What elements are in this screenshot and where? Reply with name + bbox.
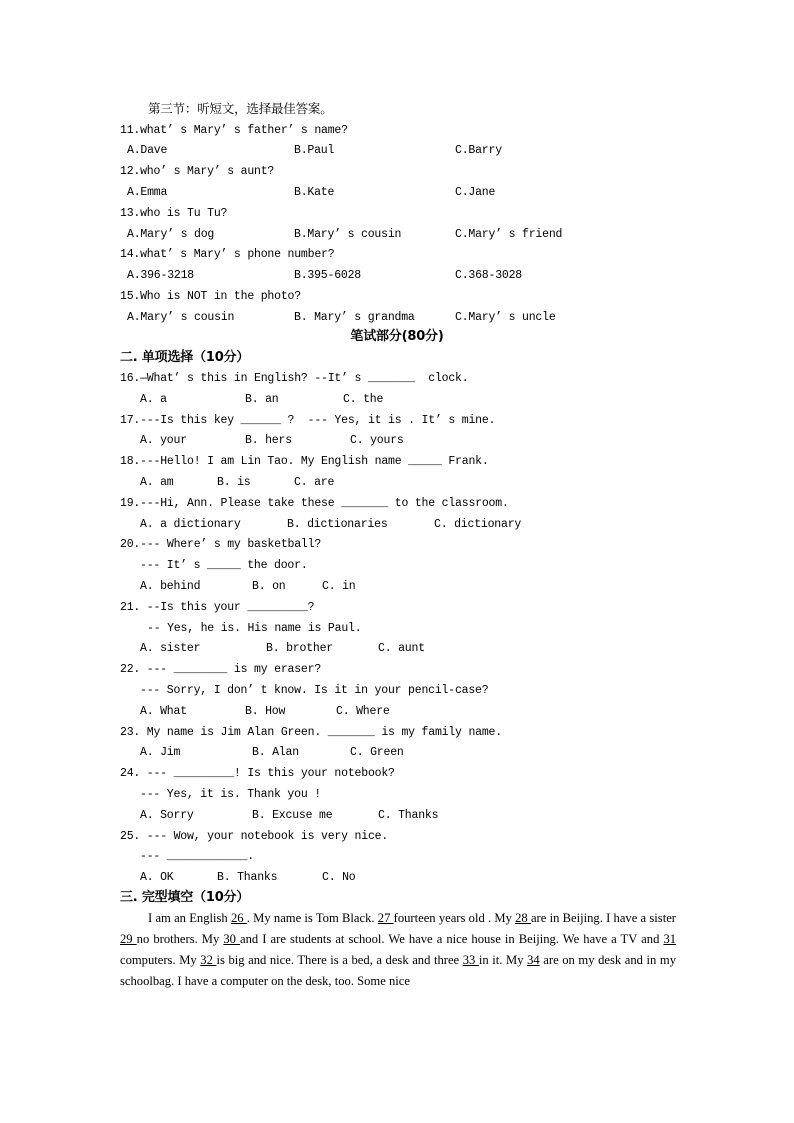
question-25: 25. --- Wow, your notebook is very nice. xyxy=(120,830,389,843)
q20-option-b: B. on xyxy=(252,580,286,593)
q25-option-a: A. OK xyxy=(140,871,174,884)
q18-option-c: C. are xyxy=(294,476,335,489)
q12-option-b: B.Kate xyxy=(294,186,335,199)
q11-option-b: B.Paul xyxy=(294,144,335,157)
q12-option-c: C.Jane xyxy=(455,186,496,199)
cloze-text-10: are on my desk and in my schoolbag. I have a computer on the desk, too. Some nice xyxy=(120,953,676,988)
question-16: 16.—What’ s this in English? --It’ s _______ clock. xyxy=(120,372,469,385)
q22-line2: --- Sorry, I don’ t know. Is it in your pencil-case? xyxy=(140,684,489,697)
q17-option-a: A. your xyxy=(140,434,187,447)
cloze-text-6: and I are students at school. We have a nice house in Beijing. We have a TV and xyxy=(240,932,664,946)
q22-option-b: B. How xyxy=(245,705,286,718)
q24-option-b: B. Excuse me xyxy=(252,809,333,822)
blank-28: 28 xyxy=(515,911,531,925)
q19-option-c: C. dictionary xyxy=(434,518,522,531)
q14-option-c: C.368-3028 xyxy=(455,269,523,282)
blank-26: 26 xyxy=(230,911,247,925)
question-12: 12.who’ s Mary’ s aunt? xyxy=(120,165,275,178)
q14-option-b: B.395-6028 xyxy=(294,269,362,282)
part3-title: 三. 完型填空（10分） xyxy=(120,890,250,905)
q11-option-c: C.Barry xyxy=(455,144,502,157)
cloze-text-4: are in Beijing. I have a sister xyxy=(530,911,676,925)
q20-option-c: C. in xyxy=(322,580,356,593)
blank-31: 31 xyxy=(663,932,677,946)
q24-line2: --- Yes, it is. Thank you ! xyxy=(140,788,321,801)
q20-line2: --- It’ s _____ the door. xyxy=(140,559,308,572)
q13-option-c: C.Mary’ s friend xyxy=(455,228,563,241)
blank-29: 29 xyxy=(120,932,137,946)
q16-option-c: C. the xyxy=(343,393,384,406)
question-21: 21. --Is this your _________? xyxy=(120,601,315,614)
blank-34: 34 xyxy=(527,953,540,967)
blank-33: 33 xyxy=(462,953,479,967)
question-19: 19.---Hi, Ann. Please take these _______ to the classroom. xyxy=(120,497,509,510)
q17-option-c: C. yours xyxy=(350,434,404,447)
q19-option-b: B. dictionaries xyxy=(287,518,388,531)
cloze-text-5: no brothers. My xyxy=(136,932,224,946)
q21-option-c: C. aunt xyxy=(378,642,425,655)
q13-option-b: B.Mary’ s cousin xyxy=(294,228,402,241)
q17-option-b: B. hers xyxy=(245,434,292,447)
question-20: 20.--- Where’ s my basketball? xyxy=(120,538,322,551)
section3-title: 第三节：听短文，选择最佳答案。 xyxy=(148,101,333,116)
q20-option-a: A. behind xyxy=(140,580,201,593)
q13-option-a: A.Mary’ s dog xyxy=(127,228,215,241)
q21-option-a: A. sister xyxy=(140,642,201,655)
question-24: 24. --- _________! Is this your notebook? xyxy=(120,767,395,780)
q15-option-c: C.Mary’ s uncle xyxy=(455,311,556,324)
q21-option-b: B. brother xyxy=(266,642,334,655)
blank-32: 32 xyxy=(200,953,217,967)
q14-option-a: A.396-3218 xyxy=(127,269,195,282)
q24-option-c: C. Thanks xyxy=(378,809,439,822)
written-part-title: 笔试部分(80分) xyxy=(350,329,444,344)
q18-option-a: A. am xyxy=(140,476,174,489)
cloze-text-7: computers. My xyxy=(120,953,201,967)
q23-option-b: B. Alan xyxy=(252,746,299,759)
cloze-text-2: . My name is Tom Black. xyxy=(246,911,378,925)
q25-option-c: C. No xyxy=(322,871,356,884)
q19-option-a: A. a dictionary xyxy=(140,518,241,531)
q23-option-c: C. Green xyxy=(350,746,404,759)
blank-30: 30 xyxy=(223,932,241,946)
q18-option-b: B. is xyxy=(217,476,251,489)
q25-option-b: B. Thanks xyxy=(217,871,278,884)
question-22: 22. --- ________ is my eraser? xyxy=(120,663,322,676)
cloze-text-1: I am an English xyxy=(148,911,231,925)
question-14: 14.what’ s Mary’ s phone number? xyxy=(120,248,335,261)
q16-option-a: A. a xyxy=(140,393,167,406)
part2-title: 二. 单项选择（10分） xyxy=(120,350,250,365)
question-18: 18.---Hello! I am Lin Tao. My English name _____ Frank. xyxy=(120,455,489,468)
q12-option-a: A.Emma xyxy=(127,186,168,199)
question-13: 13.who is Tu Tu? xyxy=(120,207,228,220)
q21-line2: -- Yes, he is. His name is Paul. xyxy=(147,622,362,635)
q25-line2: --- ____________. xyxy=(140,850,254,863)
q22-option-a: A. What xyxy=(140,705,187,718)
q15-option-b: B. Mary’ s grandma xyxy=(294,311,415,324)
q22-option-c: C. Where xyxy=(336,705,390,718)
blank-27: 27 xyxy=(377,911,394,925)
q11-option-a: A.Dave xyxy=(127,144,168,157)
question-17: 17.---Is this key ______ ? --- Yes, it is . It’ s mine. xyxy=(120,414,496,427)
cloze-text-9: in it. My xyxy=(478,953,528,967)
cloze-text-3: fourteen years old . My xyxy=(393,911,516,925)
question-15: 15.Who is NOT in the photo? xyxy=(120,290,301,303)
q23-option-a: A. Jim xyxy=(140,746,181,759)
cloze-text-8: is big and nice. There is a bed, a desk and three xyxy=(216,953,463,967)
q16-option-b: B. an xyxy=(245,393,279,406)
q24-option-a: A. Sorry xyxy=(140,809,194,822)
q15-option-a: A.Mary’ s cousin xyxy=(127,311,235,324)
cloze-passage xyxy=(120,908,676,992)
question-11: 11.what’ s Mary’ s father’ s name? xyxy=(120,124,348,137)
question-23: 23. My name is Jim Alan Green. _______ is my family name. xyxy=(120,726,502,739)
